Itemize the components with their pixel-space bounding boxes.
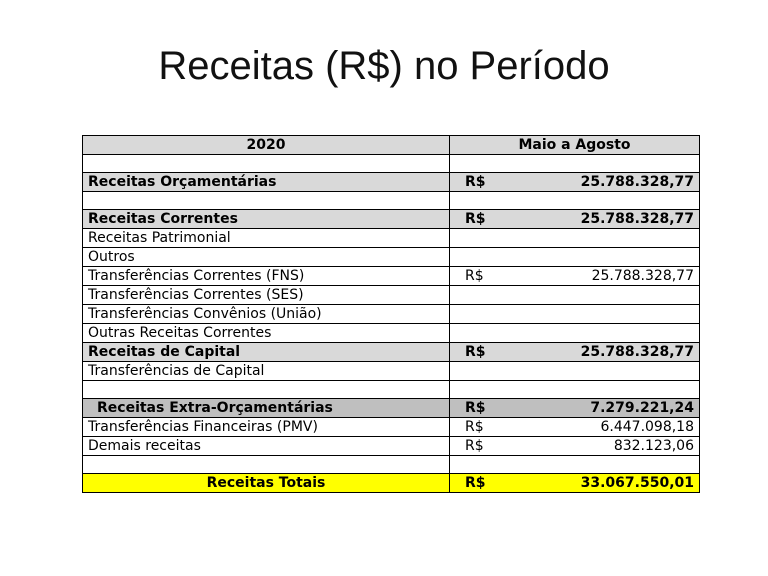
period-header: Maio a Agosto	[450, 136, 700, 155]
row-label: Receitas Patrimonial	[83, 229, 450, 248]
row-label: Outras Receitas Correntes	[83, 324, 450, 343]
row-label: Receitas Correntes	[83, 210, 450, 229]
row-transferencias-ses	[83, 286, 700, 305]
row-label: Transferências Correntes (FNS)	[83, 267, 450, 286]
row-value: 25.788.328,77	[580, 211, 694, 227]
row-transferencias-de-capital	[83, 362, 700, 381]
row-value: 6.447.098,18	[600, 419, 694, 435]
row-transferencias-convenios	[83, 305, 700, 324]
blank-row	[83, 192, 700, 210]
currency-label: R$	[465, 174, 486, 190]
row-value: 25.788.328,77	[591, 268, 694, 284]
currency-label: R$	[465, 268, 484, 284]
row-receitas-totais	[83, 474, 700, 493]
row-receitas-patrimonial	[83, 229, 700, 248]
currency-label: R$	[465, 475, 486, 491]
currency-label: R$	[465, 344, 486, 360]
blank-row	[83, 155, 700, 173]
row-label: Receitas Orçamentárias	[83, 173, 450, 192]
row-label: Receitas Extra-Orçamentárias	[83, 399, 450, 418]
row-transferencias-financeiras	[83, 418, 700, 437]
row-transferencias-fns	[83, 267, 700, 286]
year-header: 2020	[83, 136, 450, 155]
page-title: Receitas (R$) no Período	[158, 44, 610, 88]
row-label: Transferências Financeiras (PMV)	[83, 418, 450, 437]
currency-label: R$	[465, 211, 486, 227]
row-receitas-orcamentarias	[83, 173, 700, 192]
row-label: Outros	[83, 248, 450, 267]
row-label: Receitas Totais	[83, 474, 450, 493]
row-receitas-de-capital	[83, 343, 700, 362]
row-label: Transferências de Capital	[83, 362, 450, 381]
row-value: 33.067.550,01	[580, 475, 694, 491]
row-label: Demais receitas	[83, 437, 450, 456]
currency-label: R$	[465, 438, 484, 454]
row-label: Transferências Correntes (SES)	[83, 286, 450, 305]
blank-row	[83, 456, 700, 474]
currency-label: R$	[465, 400, 486, 416]
row-value: 832.123,06	[613, 438, 694, 454]
row-outras-receitas-correntes	[83, 324, 700, 343]
row-label: Transferências Convênios (União)	[83, 305, 450, 324]
blank-row	[83, 381, 700, 399]
row-receitas-correntes	[83, 210, 700, 229]
row-outros	[83, 248, 700, 267]
table-header-row	[83, 136, 700, 155]
row-value: 25.788.328,77	[580, 344, 694, 360]
row-label: Receitas de Capital	[83, 343, 450, 362]
row-receitas-extra-orcamentarias	[83, 399, 700, 418]
row-value: 7.279.221,24	[590, 400, 694, 416]
currency-label: R$	[465, 419, 484, 435]
revenue-table	[82, 135, 700, 493]
row-value: 25.788.328,77	[580, 174, 694, 190]
row-demais-receitas	[83, 437, 700, 456]
